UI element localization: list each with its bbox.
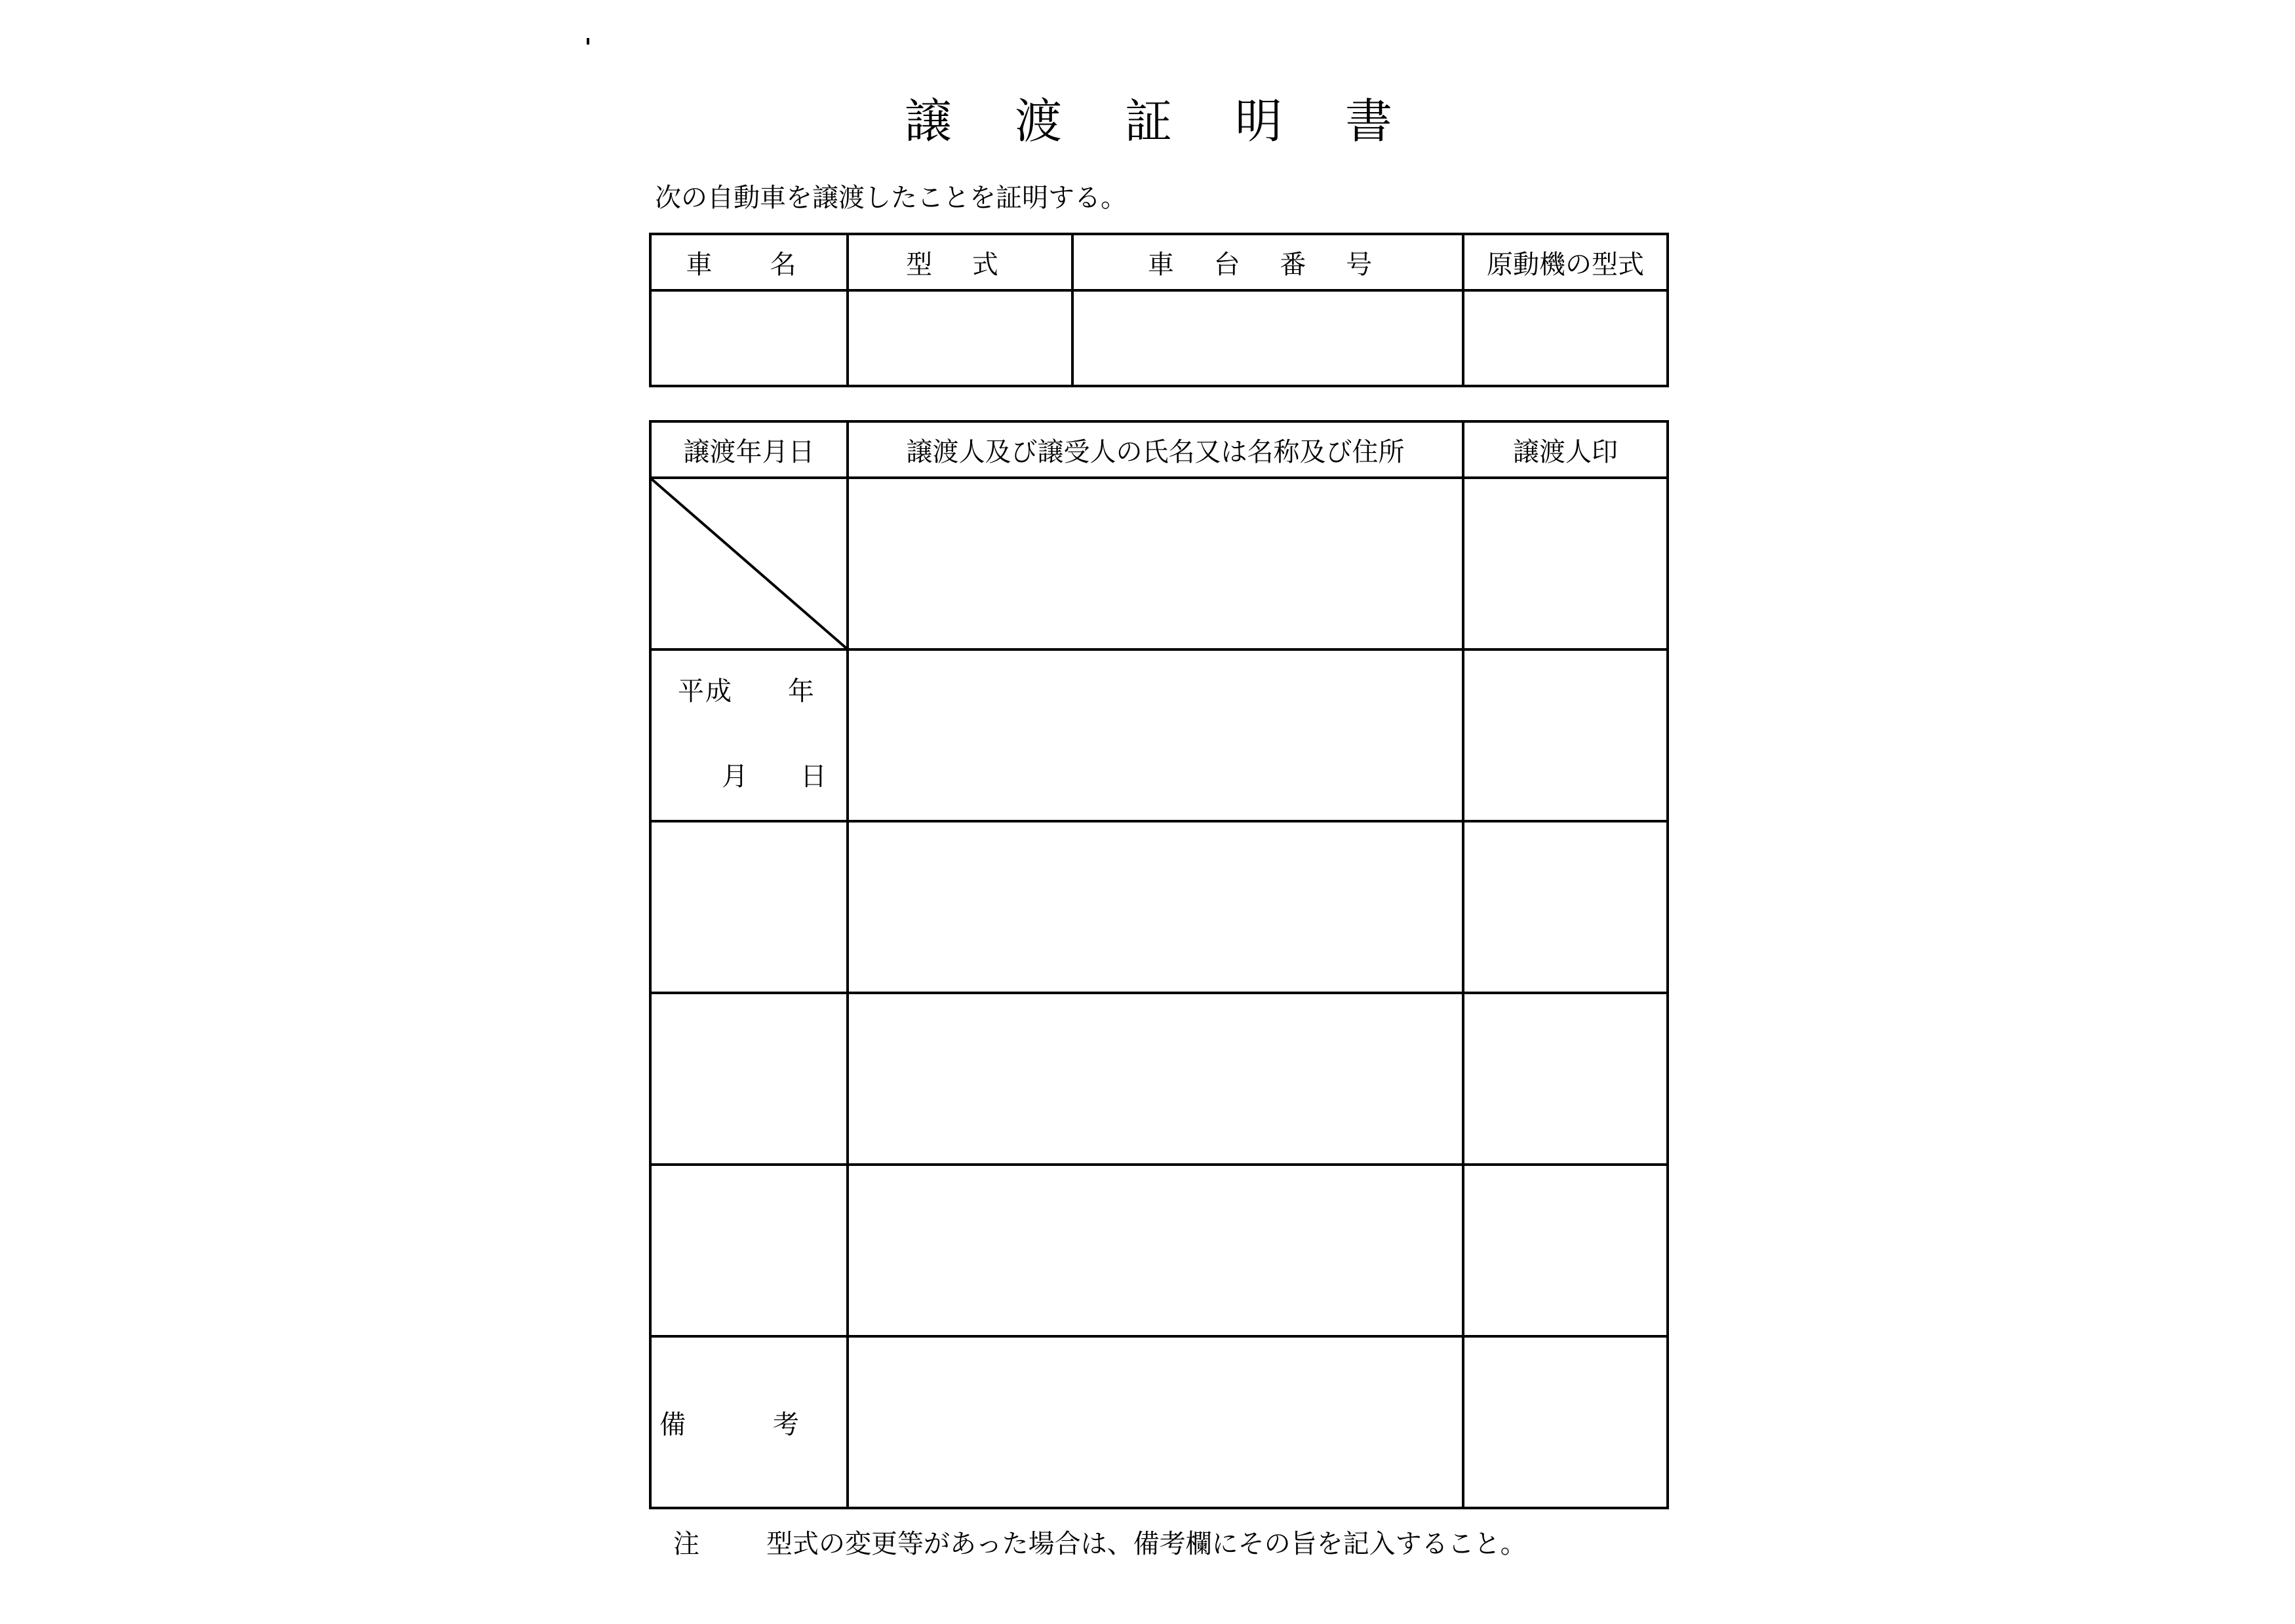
car-name-field[interactable] — [650, 290, 848, 386]
footnote-text: 型式の変更等があった場合は、備考欄にその旨を記入すること。 — [766, 1529, 1527, 1559]
parties-field[interactable] — [848, 1165, 1463, 1336]
transfer-row — [650, 821, 1668, 993]
transfer-row — [650, 993, 1668, 1165]
parties-field[interactable] — [848, 821, 1463, 993]
model-field[interactable] — [848, 290, 1072, 386]
title-char: 明 — [1235, 94, 1288, 149]
transfer-table — [649, 420, 1669, 1509]
seal-field[interactable] — [1463, 821, 1668, 993]
header-parties: 譲渡人及び譲受人の氏名又は名称及び住所 — [848, 421, 1463, 478]
remarks-label: 備 考 — [650, 1336, 848, 1508]
vehicle-entry-row — [650, 290, 1668, 386]
vehicle-header-row — [650, 234, 1668, 290]
seal-field[interactable] — [1463, 1165, 1668, 1336]
header-car-name: 車 名 — [650, 234, 848, 290]
title-char: 渡 — [1015, 94, 1068, 149]
header-chassis-number: 車 台 番 号 — [1072, 234, 1463, 290]
remarks-row — [650, 1336, 1668, 1508]
transfer-date-field[interactable] — [650, 993, 848, 1165]
parties-field[interactable] — [848, 478, 1463, 649]
diagonal-strike — [652, 479, 846, 648]
document-title — [905, 85, 1429, 157]
title-char: 証 — [1125, 94, 1178, 149]
scan-speck — [587, 38, 589, 45]
transfer-header-row — [650, 421, 1668, 478]
remarks-seal-field[interactable] — [1463, 1336, 1668, 1508]
transfer-date-field[interactable] — [650, 649, 848, 821]
seal-field[interactable] — [1463, 993, 1668, 1165]
parties-field[interactable] — [848, 649, 1463, 821]
header-transfer-date: 譲渡年月日 — [650, 421, 848, 478]
header-model: 型 式 — [848, 234, 1072, 290]
date-era-year-label: 平成 年 — [678, 676, 815, 706]
parties-field[interactable] — [848, 993, 1463, 1165]
transfer-row — [650, 649, 1668, 821]
seal-field[interactable] — [1463, 649, 1668, 821]
vehicle-table — [649, 233, 1669, 387]
chassis-number-field[interactable] — [1072, 290, 1463, 386]
header-seal: 譲渡人印 — [1463, 421, 1668, 478]
seal-field[interactable] — [1463, 478, 1668, 649]
intro-statement: 次の自動車を譲渡したことを証明する。 — [655, 183, 1127, 213]
engine-model-field[interactable] — [1463, 290, 1668, 386]
date-month-day-label: 月 日 — [722, 762, 827, 792]
header-engine-model: 原動機の型式 — [1463, 234, 1668, 290]
transfer-date-field[interactable] — [650, 821, 848, 993]
title-char: 譲 — [905, 94, 958, 149]
footnote — [673, 1524, 1527, 1564]
title-char: 書 — [1345, 94, 1398, 149]
transfer-row — [650, 1165, 1668, 1336]
remarks-field[interactable] — [848, 1336, 1463, 1508]
transfer-row — [650, 478, 1668, 649]
struck-date-cell — [650, 478, 848, 649]
footnote-prefix: 注 — [673, 1529, 699, 1559]
transfer-date-field[interactable] — [650, 1165, 848, 1336]
